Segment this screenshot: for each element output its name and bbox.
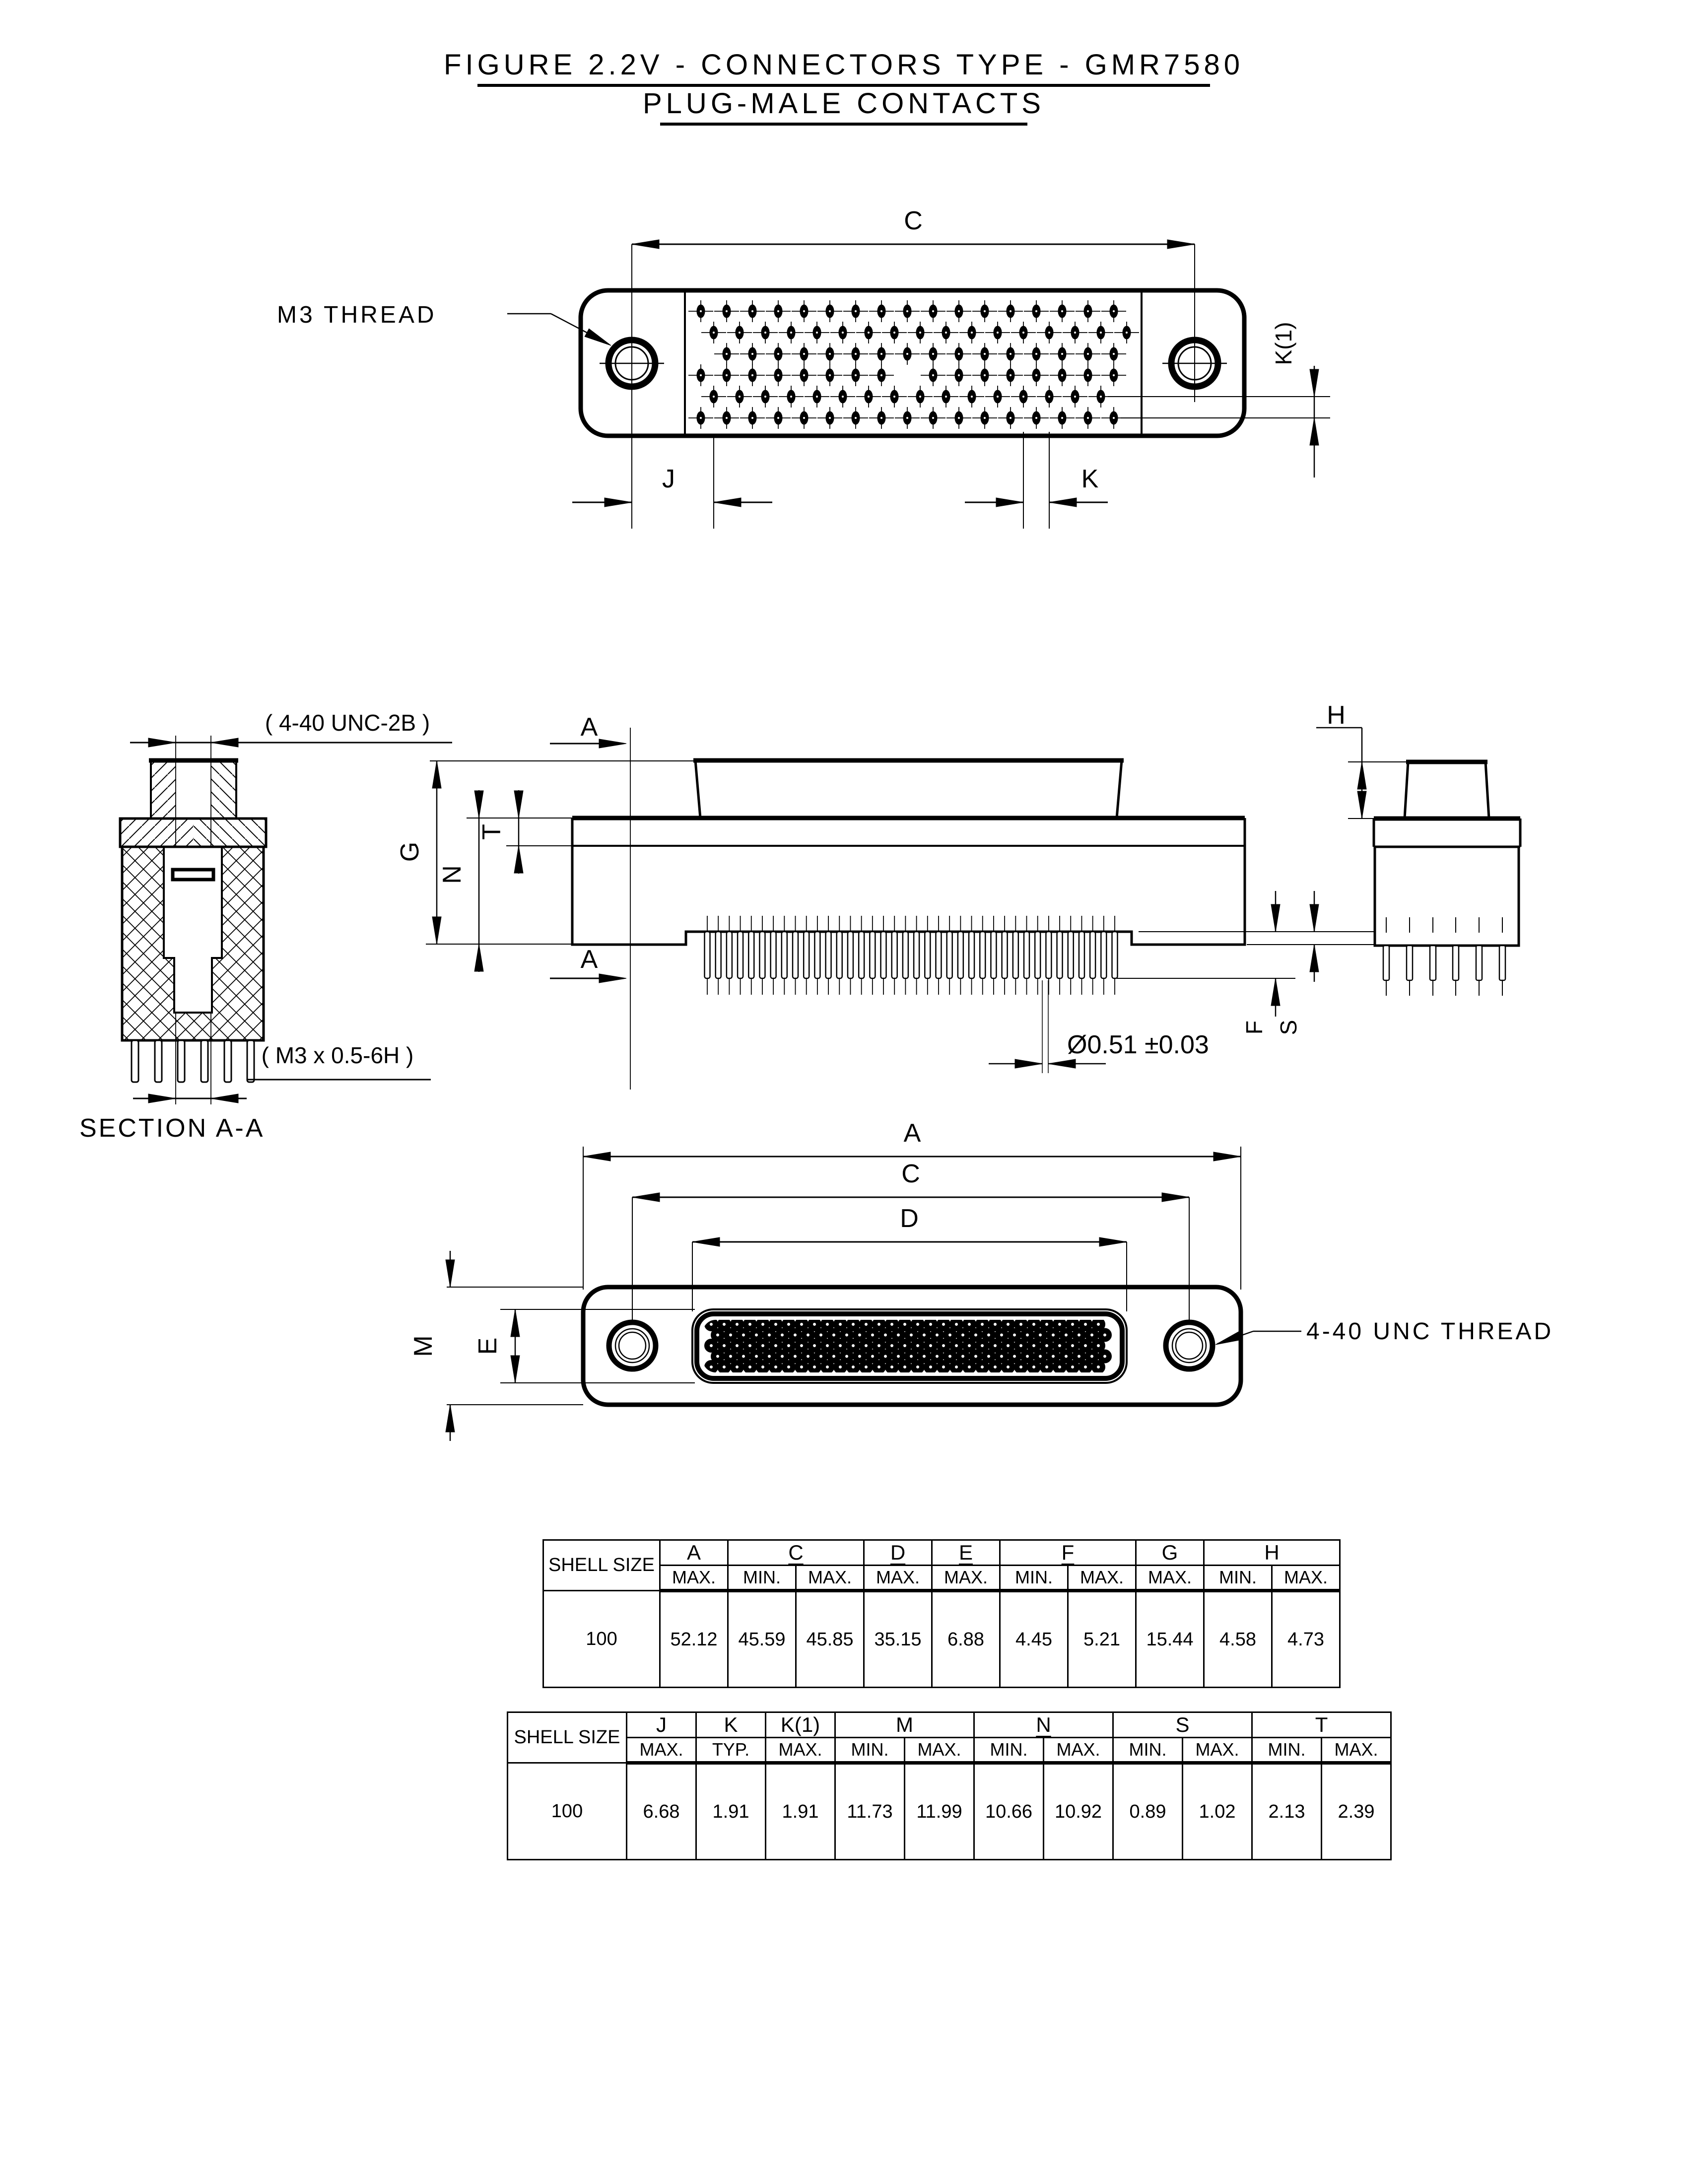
- t2-col-t: T: [1252, 1712, 1391, 1738]
- label-c-top: C: [904, 206, 923, 235]
- label-h: H: [1327, 701, 1346, 730]
- front-hole-right: [1166, 1322, 1213, 1369]
- t1-sub: MAX.: [932, 1566, 1000, 1591]
- label-a-cut-bottom: A: [580, 945, 598, 974]
- t2-sub: MIN.: [1252, 1738, 1322, 1763]
- t2-value: 10.92: [1044, 1763, 1113, 1860]
- t1-col-g: G: [1136, 1540, 1204, 1566]
- t1-shell-size-value: 100: [543, 1591, 660, 1688]
- label-a-front: A: [903, 1119, 921, 1148]
- table-row: [543, 1566, 1340, 1591]
- t2-sub: TYP.: [696, 1738, 766, 1763]
- label-k1: K(1): [1271, 322, 1296, 365]
- t2-sub: MAX.: [1322, 1738, 1391, 1763]
- section-aa-view: [79, 710, 452, 1143]
- side-view: [550, 713, 1375, 1090]
- contact-grid-top: [688, 300, 1139, 429]
- table-row: [508, 1763, 1391, 1860]
- t2-shell-size-header: SHELL SIZE: [508, 1712, 627, 1763]
- t1-sub: MIN.: [1204, 1566, 1272, 1591]
- t2-value: 1.02: [1183, 1763, 1252, 1860]
- t2-value: 11.99: [905, 1763, 974, 1860]
- t1-value: 15.44: [1136, 1591, 1204, 1688]
- t2-sub: MIN.: [974, 1738, 1044, 1763]
- side-pins: [705, 916, 1118, 995]
- label-s: S: [1276, 1020, 1301, 1035]
- end-view: [1316, 701, 1520, 996]
- t2-col-n: N: [974, 1712, 1113, 1738]
- t1-sub: MAX.: [864, 1566, 932, 1591]
- t1-col-d: D: [864, 1540, 932, 1566]
- t2-shell-size-value: 100: [508, 1763, 627, 1860]
- t1-col-f: F: [1000, 1540, 1136, 1566]
- label-j: J: [662, 465, 675, 493]
- t2-sub: MAX.: [766, 1738, 835, 1763]
- t2-sub: MIN.: [1113, 1738, 1183, 1763]
- label-a-cut-top: A: [580, 713, 598, 742]
- unc-thread-callout: [1214, 1318, 1553, 1349]
- m3-thread-callout: [507, 314, 613, 349]
- label-c-front: C: [901, 1160, 920, 1188]
- t1-value: 52.12: [660, 1591, 728, 1688]
- t1-col-e: E: [932, 1540, 1000, 1566]
- front-hole-left: [609, 1322, 656, 1369]
- t1-sub: MAX.: [1136, 1566, 1204, 1591]
- table-row: [543, 1540, 1340, 1566]
- t2-col-m: M: [835, 1712, 974, 1738]
- t1-value: 45.85: [796, 1591, 864, 1688]
- label-k: K: [1081, 465, 1099, 493]
- label-n: N: [438, 865, 467, 884]
- t1-value: 45.59: [728, 1591, 796, 1688]
- label-t: T: [477, 824, 506, 840]
- t1-value: 4.45: [1000, 1591, 1068, 1688]
- t1-col-a: A: [660, 1540, 728, 1566]
- end-pins: [1383, 917, 1505, 996]
- t1-col-h: H: [1204, 1540, 1340, 1566]
- t1-value: 35.15: [864, 1591, 932, 1688]
- label-d-front: D: [900, 1204, 919, 1233]
- figure-title-line2: PLUG-MALE CONTACTS: [642, 87, 1045, 120]
- t1-col-c: C: [728, 1540, 864, 1566]
- label-section-aa: SECTION A-A: [79, 1114, 265, 1143]
- contact-grid-front: [705, 1318, 1112, 1374]
- t1-sub: MIN.: [1000, 1566, 1068, 1591]
- label-unc-2b: ( 4-40 UNC-2B ): [265, 710, 430, 736]
- front-view: [409, 1119, 1553, 1441]
- t2-sub: MAX.: [627, 1738, 696, 1763]
- label-m: M: [409, 1335, 438, 1357]
- t2-col-j: J: [627, 1712, 696, 1738]
- dim-pin-dia: [989, 980, 1209, 1073]
- t2-value: 2.13: [1252, 1763, 1322, 1860]
- table-row: [508, 1738, 1391, 1763]
- label-unc-thread: 4-40 UNC THREAD: [1306, 1318, 1554, 1345]
- t2-value: 6.68: [627, 1763, 696, 1860]
- t2-value: 2.39: [1322, 1763, 1391, 1860]
- label-pin-dia: Ø0.51 ±0.03: [1067, 1030, 1209, 1059]
- dims-g-n-t: [396, 761, 695, 972]
- dim-c-top: [632, 240, 1195, 529]
- label-m3-tap: ( M3 x 0.5-6H ): [261, 1042, 414, 1068]
- t2-sub: MAX.: [1183, 1738, 1252, 1763]
- t1-value: 4.73: [1272, 1591, 1340, 1688]
- figure-title: [444, 49, 1244, 124]
- t2-col-k1: K(1): [766, 1712, 835, 1738]
- label-g: G: [396, 841, 424, 862]
- t2-sub: MAX.: [905, 1738, 974, 1763]
- t1-sub: MIN.: [728, 1566, 796, 1591]
- section-cut-line: [550, 713, 630, 1090]
- dimension-table-1: [542, 1539, 1341, 1688]
- label-e: E: [473, 1337, 502, 1355]
- figure-title-line1: FIGURE 2.2V - CONNECTORS TYPE - GMR7580: [444, 49, 1244, 81]
- t2-value: 0.89: [1113, 1763, 1183, 1860]
- t1-sub: MAX.: [796, 1566, 864, 1591]
- t2-col-s: S: [1113, 1712, 1252, 1738]
- t1-value: 5.21: [1068, 1591, 1136, 1688]
- t1-value: 4.58: [1204, 1591, 1272, 1688]
- t2-sub: MIN.: [835, 1738, 905, 1763]
- t1-sub: MAX.: [1272, 1566, 1340, 1591]
- table-row: [543, 1591, 1340, 1688]
- label-m3-thread: M3 THREAD: [277, 302, 437, 328]
- t2-value: 11.73: [835, 1763, 905, 1860]
- t2-col-k: K: [696, 1712, 766, 1738]
- t2-value: 1.91: [696, 1763, 766, 1860]
- t1-shell-size-header: SHELL SIZE: [543, 1540, 660, 1591]
- t2-value: 1.91: [766, 1763, 835, 1860]
- t1-sub: MAX.: [660, 1566, 728, 1591]
- t1-sub: MAX.: [1068, 1566, 1136, 1591]
- dimension-table-2: [507, 1711, 1392, 1860]
- t2-value: 10.66: [974, 1763, 1044, 1860]
- t1-value: 6.88: [932, 1591, 1000, 1688]
- label-f: F: [1241, 1020, 1267, 1035]
- table-row: [508, 1712, 1391, 1738]
- dim-d-front: [692, 1204, 1127, 1311]
- top-view: [277, 206, 1330, 529]
- section-pins: [132, 1040, 254, 1082]
- t2-sub: MAX.: [1044, 1738, 1113, 1763]
